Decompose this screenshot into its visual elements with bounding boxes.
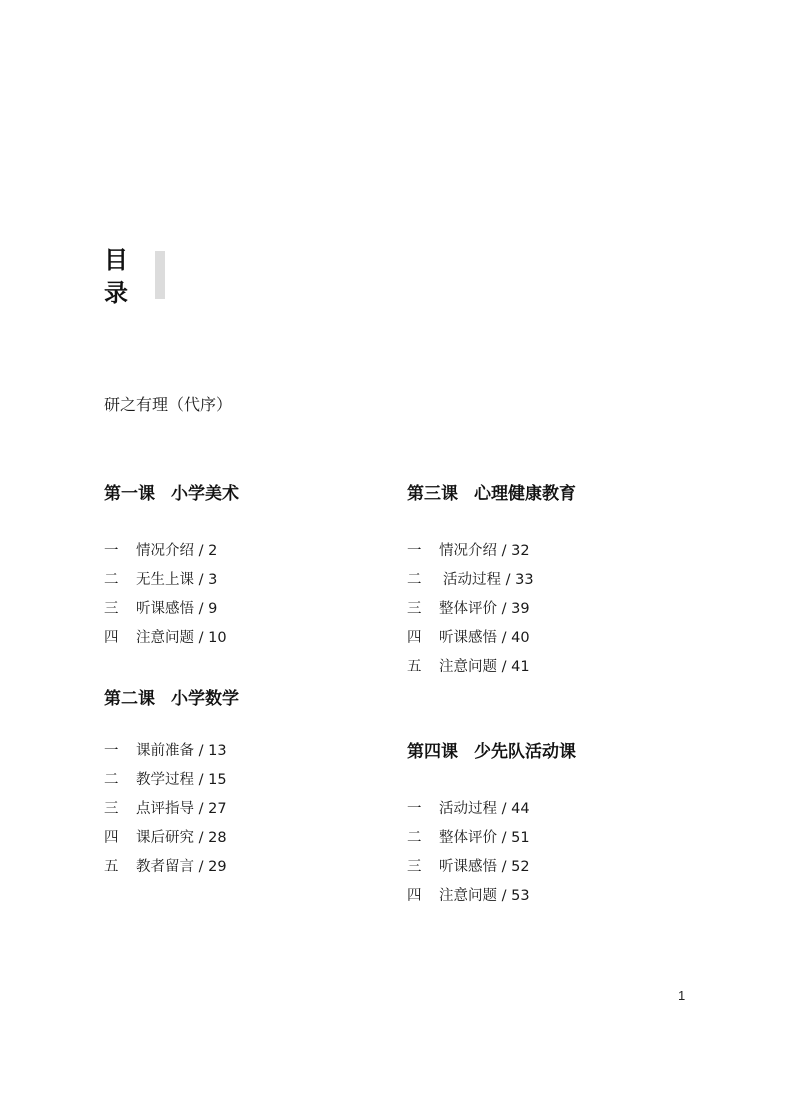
lesson-title[interactable] [104,687,404,711]
entry-text: 活动过程 / 44 [439,801,530,817]
lesson-item-list [407,795,707,911]
lesson-item-list [104,537,404,653]
toc-entry[interactable] [407,537,707,566]
toc-entry[interactable] [104,766,404,795]
toc-entry[interactable] [104,595,404,624]
lesson-section [407,740,707,911]
entry-text: 点评指导 / 27 [136,801,227,817]
entry-number: 二 [104,572,119,588]
entry-text: 课后研究 / 28 [136,830,227,846]
entry-number: 五 [407,659,422,675]
entry-text: 听课感悟 / 40 [439,630,530,646]
heading-accent-bar [155,251,165,299]
toc-heading-char-1: 目 [104,246,128,274]
toc-entry[interactable] [407,795,707,824]
entry-number: 二 [407,572,422,588]
toc-entry[interactable] [104,853,404,882]
entry-text: 听课感悟 / 52 [439,859,530,875]
entry-number: 三 [104,601,119,617]
lesson-item-list [407,537,707,682]
lesson-number: 第四课 [407,742,458,762]
entry-text: 注意问题 / 10 [136,630,227,646]
entry-number: 三 [407,859,422,875]
entry-text: 听课感悟 / 9 [136,601,218,617]
lesson-section [407,482,707,682]
entry-number: 一 [407,801,422,817]
entry-number: 五 [104,859,119,875]
entry-text: 课前准备 / 13 [136,743,227,759]
entry-number: 四 [104,630,119,646]
toc-entry[interactable] [407,853,707,882]
lesson-item-list [104,737,404,882]
entry-number: 四 [407,630,422,646]
entry-number: 二 [104,772,119,788]
preface-entry[interactable]: 研之有理（代序） [104,395,233,414]
toc-left-column [104,482,404,882]
toc-entry[interactable] [104,737,404,766]
entry-number: 三 [104,801,119,817]
entry-number: 四 [104,830,119,846]
lesson-title[interactable] [104,482,404,506]
toc-entry[interactable] [104,824,404,853]
entry-text: 整体评价 / 51 [439,830,530,846]
toc-entry[interactable] [407,653,707,682]
lesson-subject: 心理健康教育 [474,484,576,504]
lesson-subject: 少先队活动课 [474,742,576,762]
lesson-subject: 小学数学 [171,689,239,709]
lesson-number: 第三课 [407,484,458,504]
entry-text: 无生上课 / 3 [136,572,218,588]
toc-entry[interactable] [407,624,707,653]
entry-text: 注意问题 / 41 [439,659,530,675]
lesson-subject: 小学美术 [171,484,239,504]
toc-entry[interactable] [104,566,404,595]
lesson-number: 第二课 [104,689,155,709]
entry-text: 情况介绍 / 2 [136,543,218,559]
toc-entry[interactable] [407,595,707,624]
toc-entry[interactable] [104,624,404,653]
entry-number: 一 [104,743,119,759]
toc-heading-char-2: 录 [104,279,128,307]
lesson-section [104,482,404,653]
toc-entry[interactable] [407,882,707,911]
entry-text: 活动过程 / 33 [443,572,534,588]
entry-text: 注意问题 / 53 [439,888,530,904]
entry-number: 一 [104,543,119,559]
toc-heading [104,244,134,310]
entry-number: 一 [407,543,422,559]
entry-number: 三 [407,601,422,617]
toc-entry[interactable] [104,795,404,824]
toc-entry[interactable] [407,566,707,595]
lesson-section [104,687,404,882]
entry-text: 情况介绍 / 32 [439,543,530,559]
toc-entry[interactable] [407,824,707,853]
entry-text: 教学过程 / 15 [136,772,227,788]
entry-text: 整体评价 / 39 [439,601,530,617]
lesson-title[interactable] [407,482,707,506]
entry-number: 二 [407,830,422,846]
entry-number: 四 [407,888,422,904]
page-number: 1 [678,988,686,1003]
lesson-title[interactable] [407,740,707,764]
toc-right-column [407,482,707,911]
lesson-number: 第一课 [104,484,155,504]
toc-entry[interactable] [104,537,404,566]
entry-text: 教者留言 / 29 [136,859,227,875]
